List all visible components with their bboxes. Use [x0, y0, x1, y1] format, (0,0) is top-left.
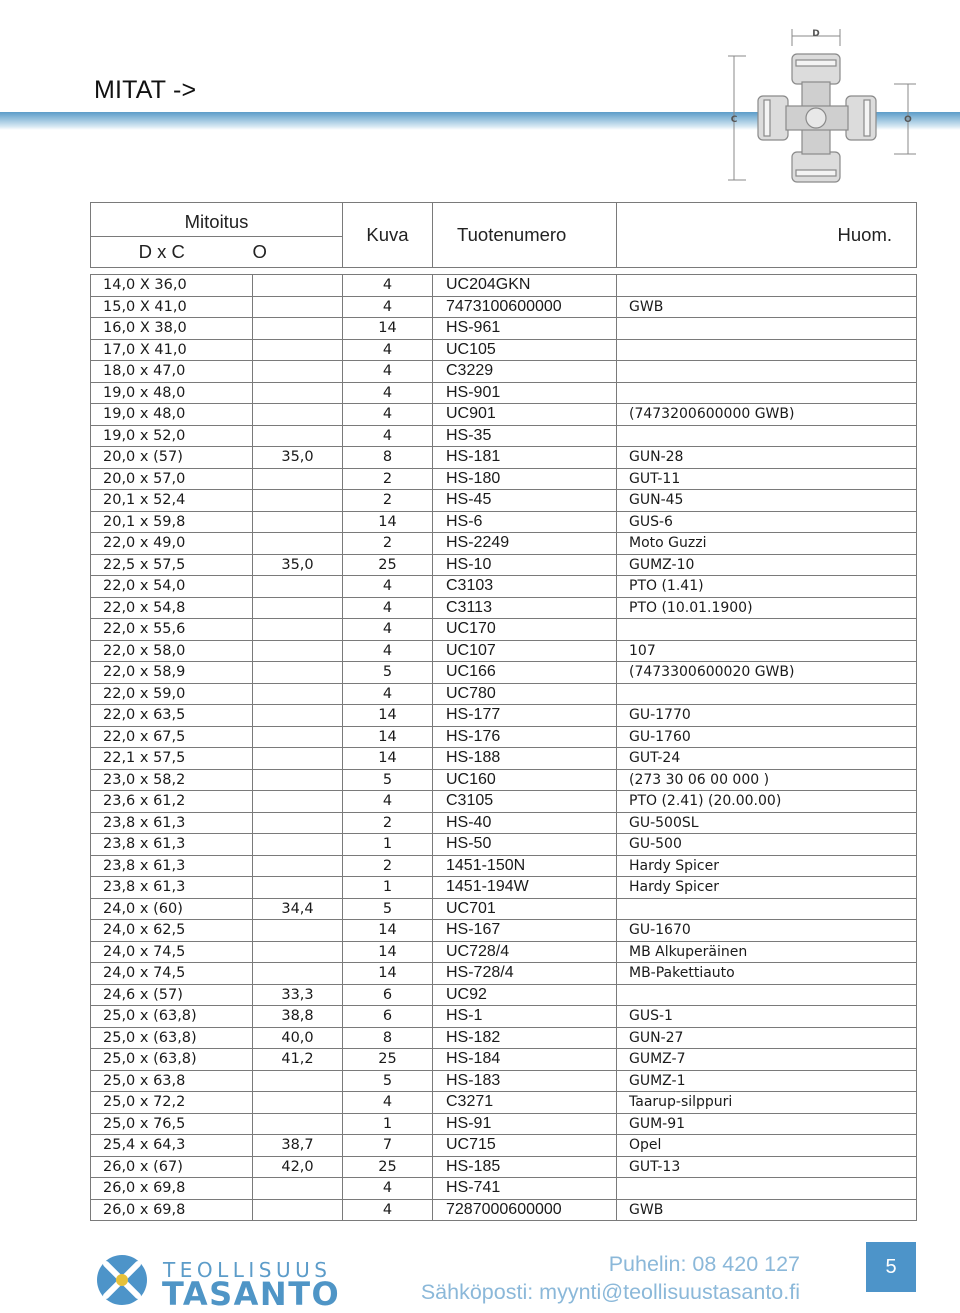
cell-dimension: 25,0 x (63,8)	[91, 1027, 253, 1049]
cell-part-number: HS-901	[433, 382, 617, 404]
cell-dimension: 26,0 x (67)	[91, 1156, 253, 1178]
cell-o: 41,2	[253, 1049, 343, 1071]
cell-note: GUMZ-1	[617, 1070, 917, 1092]
cell-part-number: HS-177	[433, 705, 617, 727]
cell-note: GUMZ-7	[617, 1049, 917, 1071]
cell-kuva: 2	[343, 468, 433, 490]
header-kuva: Kuva	[343, 203, 433, 268]
cell-o	[253, 490, 343, 512]
cell-dimension: 25,0 x 76,5	[91, 1113, 253, 1135]
cell-part-number: HS-181	[433, 447, 617, 469]
cell-o	[253, 576, 343, 598]
cell-o	[253, 361, 343, 383]
cell-note	[617, 984, 917, 1006]
cell-kuva: 14	[343, 318, 433, 340]
cell-dimension: 25,0 x 63,8	[91, 1070, 253, 1092]
cell-part-number: HS-180	[433, 468, 617, 490]
cell-part-number: 1451-150N	[433, 855, 617, 877]
cell-kuva: 4	[343, 1092, 433, 1114]
cell-dimension: 24,0 x 62,5	[91, 920, 253, 942]
table-row	[91, 1199, 917, 1221]
table-row	[91, 984, 917, 1006]
cell-dimension: 22,0 x 63,5	[91, 705, 253, 727]
cell-note	[617, 318, 917, 340]
cell-o: 35,0	[253, 447, 343, 469]
cell-part-number: HS-167	[433, 920, 617, 942]
cell-kuva: 5	[343, 1070, 433, 1092]
table-row	[91, 1006, 917, 1028]
cell-note: (273 30 06 00 000 )	[617, 769, 917, 791]
table-header-row	[91, 203, 917, 237]
table-row	[91, 318, 917, 340]
cell-kuva: 5	[343, 662, 433, 684]
cell-part-number: UC166	[433, 662, 617, 684]
phone-number: Puhelin: 08 420 127	[608, 1252, 800, 1276]
cell-note	[617, 361, 917, 383]
cell-note: MB-Pakettiauto	[617, 963, 917, 985]
table-row	[91, 361, 917, 383]
cell-dimension: 22,0 x 54,8	[91, 597, 253, 619]
cell-dimension: 20,1 x 52,4	[91, 490, 253, 512]
cell-kuva: 4	[343, 296, 433, 318]
cell-o	[253, 275, 343, 297]
cell-o	[253, 511, 343, 533]
diagram-label-d: D	[812, 29, 820, 39]
cell-dimension: 22,0 x 49,0	[91, 533, 253, 555]
cell-kuva: 14	[343, 511, 433, 533]
table-spacer	[91, 268, 917, 275]
header-mitoitus: Mitoitus	[91, 203, 343, 237]
cell-part-number: HS-728/4	[433, 963, 617, 985]
cell-o	[253, 748, 343, 770]
cell-part-number: C3271	[433, 1092, 617, 1114]
cell-part-number: UC160	[433, 769, 617, 791]
cell-part-number: 7287000600000	[433, 1199, 617, 1221]
table-row	[91, 275, 917, 297]
cell-dimension: 19,0 x 52,0	[91, 425, 253, 447]
cell-part-number: C3229	[433, 361, 617, 383]
cell-dimension: 18,0 x 47,0	[91, 361, 253, 383]
cell-o	[253, 920, 343, 942]
cell-o	[253, 339, 343, 361]
cell-part-number: UC107	[433, 640, 617, 662]
cell-note: GU-1770	[617, 705, 917, 727]
cell-dimension: 22,0 x 58,9	[91, 662, 253, 684]
cell-note: PTO (1.41)	[617, 576, 917, 598]
cell-dimension: 26,0 x 69,8	[91, 1178, 253, 1200]
cell-kuva: 2	[343, 812, 433, 834]
cell-dimension: 25,0 x (63,8)	[91, 1049, 253, 1071]
cell-kuva: 4	[343, 425, 433, 447]
cell-note: 107	[617, 640, 917, 662]
cell-note: GWB	[617, 296, 917, 318]
universal-joint-diagram	[722, 24, 922, 188]
cell-part-number: UC780	[433, 683, 617, 705]
cell-o	[253, 1178, 343, 1200]
cell-note: GU-500SL	[617, 812, 917, 834]
table-row	[91, 1178, 917, 1200]
cell-o	[253, 683, 343, 705]
table-row	[91, 748, 917, 770]
cell-o	[253, 318, 343, 340]
cell-dimension: 23,8 x 61,3	[91, 834, 253, 856]
table-row	[91, 554, 917, 576]
cell-o: 38,7	[253, 1135, 343, 1157]
cell-o: 42,0	[253, 1156, 343, 1178]
cell-o	[253, 834, 343, 856]
cell-o	[253, 662, 343, 684]
cell-part-number: UC728/4	[433, 941, 617, 963]
cell-part-number: 7473100600000	[433, 296, 617, 318]
cell-part-number: HS-185	[433, 1156, 617, 1178]
cell-kuva: 4	[343, 683, 433, 705]
table-row	[91, 963, 917, 985]
cell-o: 34,4	[253, 898, 343, 920]
cell-kuva: 4	[343, 1178, 433, 1200]
table-row	[91, 533, 917, 555]
cell-kuva: 4	[343, 576, 433, 598]
cell-dimension: 23,0 x 58,2	[91, 769, 253, 791]
table-row	[91, 339, 917, 361]
table-row	[91, 296, 917, 318]
cell-kuva: 4	[343, 275, 433, 297]
table-row	[91, 877, 917, 899]
cell-o	[253, 640, 343, 662]
cell-o	[253, 296, 343, 318]
cell-note: GU-1760	[617, 726, 917, 748]
cell-dimension: 23,8 x 61,3	[91, 812, 253, 834]
cell-kuva: 8	[343, 1027, 433, 1049]
cell-part-number: UC170	[433, 619, 617, 641]
cell-note	[617, 339, 917, 361]
cell-note: GUN-45	[617, 490, 917, 512]
cell-note	[617, 275, 917, 297]
cell-dimension: 23,6 x 61,2	[91, 791, 253, 813]
table-row	[91, 812, 917, 834]
table-row	[91, 834, 917, 856]
cell-note	[617, 898, 917, 920]
cell-kuva: 4	[343, 361, 433, 383]
cell-kuva: 1	[343, 877, 433, 899]
cell-part-number: UC715	[433, 1135, 617, 1157]
cell-note: GUT-24	[617, 748, 917, 770]
cell-o	[253, 726, 343, 748]
cell-dimension: 14,0 X 36,0	[91, 275, 253, 297]
cell-part-number: HS-182	[433, 1027, 617, 1049]
cell-dimension: 17,0 X 41,0	[91, 339, 253, 361]
cell-note: MB Alkuperäinen	[617, 941, 917, 963]
cell-kuva: 4	[343, 382, 433, 404]
table-row	[91, 425, 917, 447]
table-row	[91, 1156, 917, 1178]
cell-kuva: 4	[343, 791, 433, 813]
cell-kuva: 5	[343, 769, 433, 791]
cell-kuva: 8	[343, 447, 433, 469]
table-row	[91, 511, 917, 533]
cell-kuva: 14	[343, 941, 433, 963]
cell-dimension: 20,0 x 57,0	[91, 468, 253, 490]
cell-kuva: 25	[343, 1156, 433, 1178]
cell-dimension: 25,0 x 72,2	[91, 1092, 253, 1114]
cell-o	[253, 705, 343, 727]
contact-info	[421, 1250, 800, 1306]
table-row	[91, 640, 917, 662]
table-row	[91, 683, 917, 705]
cell-dimension: 23,8 x 61,3	[91, 877, 253, 899]
cell-kuva: 7	[343, 1135, 433, 1157]
cell-dimension: 22,0 x 54,0	[91, 576, 253, 598]
cell-o	[253, 769, 343, 791]
table-row	[91, 490, 917, 512]
logo-text-bottom: TASANTO	[162, 1275, 341, 1313]
cell-part-number: HS-6	[433, 511, 617, 533]
cell-o: 35,0	[253, 554, 343, 576]
cell-dimension: 24,0 x 74,5	[91, 963, 253, 985]
cell-dimension: 23,8 x 61,3	[91, 855, 253, 877]
cell-dimension: 19,0 x 48,0	[91, 404, 253, 426]
cell-part-number: UC901	[433, 404, 617, 426]
cell-part-number: HS-35	[433, 425, 617, 447]
cell-part-number: HS-2249	[433, 533, 617, 555]
cell-dimension: 19,0 x 48,0	[91, 382, 253, 404]
cell-o: 33,3	[253, 984, 343, 1006]
cell-dimension: 24,0 x 74,5	[91, 941, 253, 963]
header-huom: Huom.	[617, 203, 917, 268]
cell-o	[253, 812, 343, 834]
cell-part-number: HS-10	[433, 554, 617, 576]
cell-note	[617, 619, 917, 641]
cell-note	[617, 1178, 917, 1200]
cell-dimension: 24,0 x (60)	[91, 898, 253, 920]
cell-note: Hardy Spicer	[617, 877, 917, 899]
cell-part-number: UC701	[433, 898, 617, 920]
cell-note	[617, 683, 917, 705]
table-row	[91, 1070, 917, 1092]
table-row	[91, 705, 917, 727]
cell-kuva: 4	[343, 619, 433, 641]
diagram-label-o: O	[904, 115, 912, 125]
cell-kuva: 14	[343, 920, 433, 942]
cell-o	[253, 1070, 343, 1092]
cell-note: PTO (10.01.1900)	[617, 597, 917, 619]
cell-part-number: HS-176	[433, 726, 617, 748]
cell-note: GUN-27	[617, 1027, 917, 1049]
cell-kuva: 25	[343, 1049, 433, 1071]
cell-part-number: HS-183	[433, 1070, 617, 1092]
cell-dimension: 24,6 x (57)	[91, 984, 253, 1006]
cell-note: GUN-28	[617, 447, 917, 469]
cell-dimension: 22,1 x 57,5	[91, 748, 253, 770]
cell-note: GUT-13	[617, 1156, 917, 1178]
table-row	[91, 1092, 917, 1114]
header-o: O	[253, 237, 343, 268]
cell-o	[253, 468, 343, 490]
page-number-badge: 5	[866, 1242, 916, 1292]
header-dxc: D x C	[91, 237, 253, 268]
cell-note: Hardy Spicer	[617, 855, 917, 877]
cell-part-number: 1451-194W	[433, 877, 617, 899]
cell-dimension: 16,0 X 38,0	[91, 318, 253, 340]
cell-part-number: UC105	[433, 339, 617, 361]
cell-note: GUT-11	[617, 468, 917, 490]
cell-kuva: 2	[343, 855, 433, 877]
cell-part-number: UC92	[433, 984, 617, 1006]
table-row	[91, 855, 917, 877]
cell-dimension: 22,0 x 67,5	[91, 726, 253, 748]
cell-note	[617, 425, 917, 447]
table-row	[91, 1135, 917, 1157]
table-row	[91, 382, 917, 404]
cell-note: Moto Guzzi	[617, 533, 917, 555]
cell-part-number: HS-45	[433, 490, 617, 512]
header-tuotenumero: Tuotenumero	[433, 203, 617, 268]
cell-o: 38,8	[253, 1006, 343, 1028]
table-row	[91, 769, 917, 791]
table-row	[91, 662, 917, 684]
cell-part-number: HS-188	[433, 748, 617, 770]
table-row	[91, 1113, 917, 1135]
cell-dimension: 25,0 x (63,8)	[91, 1006, 253, 1028]
cell-note: GUS-6	[617, 511, 917, 533]
table-row	[91, 447, 917, 469]
cell-part-number: HS-91	[433, 1113, 617, 1135]
cell-part-number: C3103	[433, 576, 617, 598]
table-row	[91, 576, 917, 598]
cell-dimension: 22,5 x 57,5	[91, 554, 253, 576]
cell-dimension: 22,0 x 55,6	[91, 619, 253, 641]
cell-kuva: 14	[343, 726, 433, 748]
cell-kuva: 4	[343, 597, 433, 619]
cell-dimension: 20,1 x 59,8	[91, 511, 253, 533]
table-row	[91, 597, 917, 619]
email-address[interactable]: Sähköposti: myynti@teollisuustasanto.fi	[420, 1280, 800, 1304]
cell-kuva: 4	[343, 1199, 433, 1221]
cell-o	[253, 1092, 343, 1114]
cell-dimension: 22,0 x 58,0	[91, 640, 253, 662]
cell-part-number: C3113	[433, 597, 617, 619]
cell-o	[253, 619, 343, 641]
cell-kuva: 1	[343, 1113, 433, 1135]
cell-dimension: 15,0 X 41,0	[91, 296, 253, 318]
cell-kuva: 4	[343, 404, 433, 426]
cell-o	[253, 941, 343, 963]
logo-text-top: TEOLLISUUS	[163, 1258, 332, 1282]
cell-note: PTO (2.41) (20.00.00)	[617, 791, 917, 813]
dimensions-table	[90, 202, 917, 1221]
table-row	[91, 1027, 917, 1049]
cell-note: GUS-1	[617, 1006, 917, 1028]
table-row	[91, 920, 917, 942]
table-row	[91, 404, 917, 426]
table-row	[91, 1049, 917, 1071]
cell-kuva: 25	[343, 554, 433, 576]
cell-kuva: 5	[343, 898, 433, 920]
cell-note: Taarup-silppuri	[617, 1092, 917, 1114]
cell-kuva: 4	[343, 339, 433, 361]
cell-part-number: C3105	[433, 791, 617, 813]
cell-dimension: 20,0 x (57)	[91, 447, 253, 469]
cell-note: GU-500	[617, 834, 917, 856]
cell-note: GU-1670	[617, 920, 917, 942]
cell-part-number: HS-50	[433, 834, 617, 856]
table-row	[91, 468, 917, 490]
cell-kuva: 6	[343, 1006, 433, 1028]
cell-note: (7473300600020 GWB)	[617, 662, 917, 684]
cell-part-number: HS-741	[433, 1178, 617, 1200]
cell-o: 40,0	[253, 1027, 343, 1049]
table-row	[91, 619, 917, 641]
cell-o	[253, 963, 343, 985]
cell-kuva: 1	[343, 834, 433, 856]
cell-part-number: HS-961	[433, 318, 617, 340]
cell-note	[617, 382, 917, 404]
table-row	[91, 941, 917, 963]
table-row	[91, 791, 917, 813]
page-title: MITAT ->	[94, 76, 197, 104]
cell-kuva: 4	[343, 640, 433, 662]
cell-part-number: HS-184	[433, 1049, 617, 1071]
cell-o	[253, 791, 343, 813]
cell-note: (7473200600000 GWB)	[617, 404, 917, 426]
cell-note: GWB	[617, 1199, 917, 1221]
cell-o	[253, 877, 343, 899]
cell-part-number: UC204GKN	[433, 275, 617, 297]
cell-note: GUM-91	[617, 1113, 917, 1135]
cell-dimension: 26,0 x 69,8	[91, 1199, 253, 1221]
cell-kuva: 2	[343, 533, 433, 555]
cell-o	[253, 533, 343, 555]
cell-kuva: 14	[343, 748, 433, 770]
cell-o	[253, 382, 343, 404]
cell-note: Opel	[617, 1135, 917, 1157]
cell-o	[253, 855, 343, 877]
cell-kuva: 14	[343, 705, 433, 727]
cell-o	[253, 404, 343, 426]
cell-kuva: 2	[343, 490, 433, 512]
cell-o	[253, 425, 343, 447]
table-row	[91, 726, 917, 748]
cell-o	[253, 1113, 343, 1135]
cell-kuva: 6	[343, 984, 433, 1006]
cell-note: GUMZ-10	[617, 554, 917, 576]
cell-o	[253, 1199, 343, 1221]
cell-dimension: 25,4 x 64,3	[91, 1135, 253, 1157]
cell-kuva: 14	[343, 963, 433, 985]
cell-part-number: HS-40	[433, 812, 617, 834]
diagram-label-c: C	[730, 115, 738, 125]
cell-part-number: HS-1	[433, 1006, 617, 1028]
table-row	[91, 898, 917, 920]
cell-o	[253, 597, 343, 619]
cell-dimension: 22,0 x 59,0	[91, 683, 253, 705]
